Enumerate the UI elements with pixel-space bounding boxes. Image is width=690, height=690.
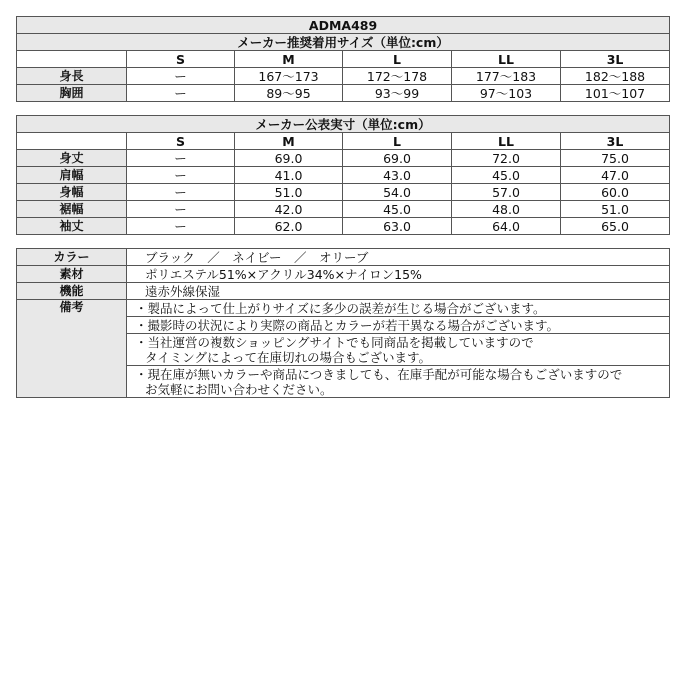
cell-value: ー [127,150,235,167]
size-header-ll: LL [452,133,561,150]
function-label: 機能 [17,283,127,300]
row-label: 身丈 [17,150,127,167]
row-label: 身長 [17,68,127,85]
recommended-size-title: メーカー推奨着用サイズ（単位:cm） [17,34,670,51]
product-info-table [16,248,670,398]
table-row [17,68,670,85]
table-row [17,85,670,102]
cell-value: 51.0 [235,184,343,201]
cell-value: 62.0 [235,218,343,235]
size-header-3l: 3L [561,133,670,150]
row-label: 裾幅 [17,201,127,218]
size-header-s: S [127,133,235,150]
corner-cell [17,133,127,150]
size-header-row [17,51,670,68]
row-label: 袖丈 [17,218,127,235]
size-header-s: S [127,51,235,68]
cell-value: 101〜107 [561,85,670,102]
cell-value: 182〜188 [561,68,670,85]
size-header-ll: LL [452,51,561,68]
note-item [127,366,670,398]
table-row [17,167,670,184]
size-header-m: M [235,51,343,68]
row-label: 胸囲 [17,85,127,102]
table-row [17,218,670,235]
cell-value: 63.0 [343,218,452,235]
row-label: 肩幅 [17,167,127,184]
recommended-size-table [16,16,670,102]
cell-value: 41.0 [235,167,343,184]
cell-value: 45.0 [343,201,452,218]
note-line: タイミングによって在庫切れの場合もございます。 [145,349,432,365]
note-line: ・撮影時の状況により実際の商品とカラーが若干異なる場合がございます。 [135,317,560,333]
cell-value: 57.0 [452,184,561,201]
row-label: 身幅 [17,184,127,201]
cell-value: 47.0 [561,167,670,184]
note-line: ・当社運営の複数ショッピングサイトでも同商品を掲載していますので [135,334,534,350]
cell-value: 69.0 [343,150,452,167]
color-value: ブラック ／ ネイビー ／ オリーブ [127,249,670,266]
cell-value: 45.0 [452,167,561,184]
product-code: ADMA489 [17,17,670,34]
material-label: 素材 [17,266,127,283]
cell-value: 167〜173 [235,68,343,85]
info-row-function [17,283,670,300]
note-line: お気軽にお問い合わせください。 [145,381,333,397]
notes-label: 備考 [17,300,127,398]
cell-value: 42.0 [235,201,343,218]
cell-value: ー [127,167,235,184]
cell-value: 72.0 [452,150,561,167]
note-item [127,300,670,317]
note-line: ・現在庫が無いカラーや商品につきましても、在庫手配が可能な場合もございますので [135,366,623,382]
function-value: 遠赤外線保湿 [127,283,670,300]
cell-value: 97〜103 [452,85,561,102]
table-row [17,201,670,218]
cell-value: 60.0 [561,184,670,201]
cell-value: 43.0 [343,167,452,184]
material-value: ポリエステル51%×アクリル34%×ナイロン15% [127,266,670,283]
color-label: カラー [17,249,127,266]
table-row [17,150,670,167]
size-header-l: L [343,133,452,150]
cell-value: 64.0 [452,218,561,235]
actual-size-title: メーカー公表実寸（単位:cm） [17,116,670,133]
cell-value: 177〜183 [452,68,561,85]
size-header-l: L [343,51,452,68]
size-header-3l: 3L [561,51,670,68]
cell-value: 51.0 [561,201,670,218]
cell-value: 48.0 [452,201,561,218]
note-line: ・製品によって仕上がりサイズに多少の誤差が生じる場合がございます。 [135,300,546,316]
size-header-row [17,133,670,150]
cell-value: ー [127,201,235,218]
cell-value: 54.0 [343,184,452,201]
table-row [17,184,670,201]
size-header-m: M [235,133,343,150]
cell-value: ー [127,68,235,85]
cell-value: 65.0 [561,218,670,235]
cell-value: 93〜99 [343,85,452,102]
note-item [127,334,670,366]
corner-cell [17,51,127,68]
note-item [127,317,670,334]
actual-size-table [16,115,670,235]
note-row [17,300,670,317]
info-row-material [17,266,670,283]
cell-value: ー [127,85,235,102]
cell-value: ー [127,184,235,201]
cell-value: 69.0 [235,150,343,167]
cell-value: 172〜178 [343,68,452,85]
cell-value: 89〜95 [235,85,343,102]
cell-value: ー [127,218,235,235]
info-row-color [17,249,670,266]
cell-value: 75.0 [561,150,670,167]
